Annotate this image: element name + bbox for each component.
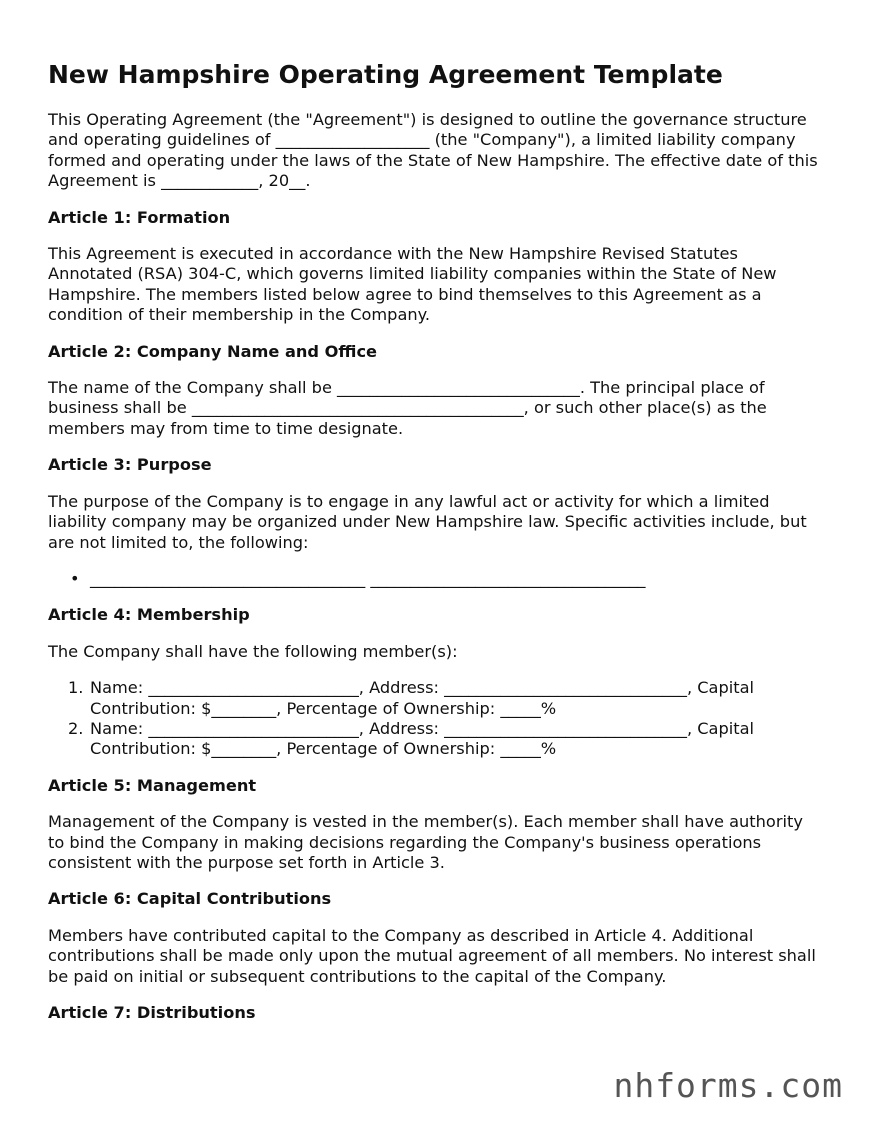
- article-3: [48, 455, 823, 589]
- member-entry: Name: __________________________, Address: ______________________________, Capital Contribution: $________, Percentage of Ownership: _____%: [90, 718, 755, 759]
- article-6: [48, 889, 823, 987]
- article-5-heading: Article 5: Management: [48, 775, 257, 795]
- article-1-body: This Agreement is executed in accordance with the New Hampshire Revised Statutes Annotated (RSA) 304-C, which governs limited liability companies within the State of New Hampshire. The members listed below agree to bind themselves to this Agreement as a condition of their membership in the Company.: [48, 244, 777, 325]
- intro-paragraph: This Operating Agreement (the "Agreement") is designed to outline the governance structure and operating guidelines of ___________________ (the "Company"), a limited liability company formed and operating under the laws of the State of New Hampshire. The effective date of this Agreement is ____________, 20__.: [48, 110, 818, 191]
- article-4: [48, 605, 823, 759]
- member-number: 2.: [68, 718, 84, 738]
- article-5-body: Management of the Company is vested in the member(s). Each member shall have authority to bind the Company in making decisions regarding the Company's business operations consistent with the purpose set forth in Article 3.: [48, 812, 803, 872]
- article-7-heading: Article 7: Distributions: [48, 1003, 256, 1022]
- article-6-heading: Article 6: Capital Contributions: [48, 889, 332, 909]
- activity-blank: __________________________________ __________________________________: [90, 568, 646, 588]
- list-item: [68, 718, 823, 760]
- member-number: 1.: [68, 678, 84, 698]
- brand-watermark: nhforms.com: [613, 1066, 843, 1105]
- article-1-heading: Article 1: Formation: [48, 207, 231, 227]
- list-item: [70, 568, 823, 589]
- article-6-body: Members have contributed capital to the Company as described in Article 4. Additional contributions shall be made only upon the mutual agreement of all members. No interest shall be paid on initial or subsequent contributions to the capital of the Company.: [48, 925, 816, 986]
- article-3-heading: Article 3: Purpose: [48, 455, 212, 475]
- article-4-heading: Article 4: Membership: [48, 605, 250, 625]
- article-2: [48, 342, 823, 440]
- article-7: [48, 1003, 823, 1023]
- article-2-heading: Article 2: Company Name and Office: [48, 341, 378, 361]
- article-1: [48, 208, 823, 326]
- document-title: New Hampshire Operating Agreement Template: [48, 60, 723, 89]
- bullet-icon: •: [70, 568, 80, 588]
- article-4-body: The Company shall have the following member(s):: [48, 641, 458, 661]
- members-list: [48, 678, 823, 760]
- member-entry: Name: __________________________, Address: ______________________________, Capital Contribution: $________, Percentage of Ownership: _____%: [90, 678, 755, 718]
- activities-list: [48, 569, 823, 589]
- list-item: [68, 678, 823, 719]
- document-page: [48, 58, 823, 1039]
- article-5: [48, 776, 823, 874]
- article-3-body: The purpose of the Company is to engage in any lawful act or activity for which a limited liability company may be organized under New Hampshire law. Specific activities include, but are not limited to, the following:: [48, 491, 807, 552]
- article-2-body: The name of the Company shall be ______________________________. The principal place of business shall be _________________________________________, or such other place(s) as the members may from time to time designate.: [48, 378, 767, 438]
